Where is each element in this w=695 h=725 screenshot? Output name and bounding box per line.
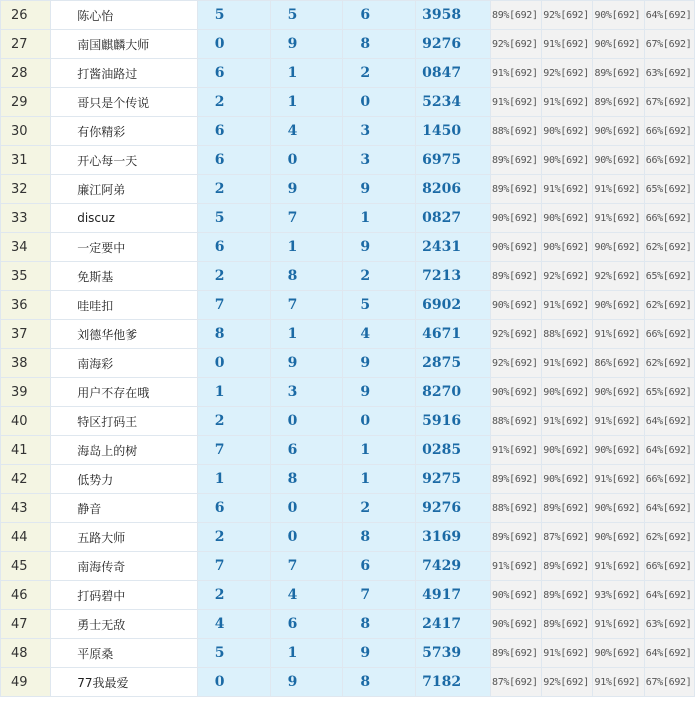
code-cell: 3958: [416, 1, 491, 30]
username-cell: 海岛上的树: [51, 436, 198, 465]
accuracy-3-cell: 86%[692]: [593, 349, 644, 378]
rank-cell: 37: [1, 320, 51, 349]
code-cell: 9276: [416, 30, 491, 59]
code-cell: 2875: [416, 349, 491, 378]
code-cell: 7213: [416, 262, 491, 291]
digit-2-cell: 6: [270, 436, 343, 465]
table-row: [1, 233, 695, 262]
accuracy-4-cell: 66%[692]: [644, 146, 694, 175]
accuracy-4-cell: 63%[692]: [644, 610, 694, 639]
accuracy-4-cell: 64%[692]: [644, 494, 694, 523]
table-row: [1, 378, 695, 407]
digit-2-cell: 1: [270, 639, 343, 668]
accuracy-4-cell: 63%[692]: [644, 59, 694, 88]
digit-1-cell: 1: [197, 465, 270, 494]
code-cell: 0847: [416, 59, 491, 88]
accuracy-3-cell: 89%[692]: [593, 88, 644, 117]
digit-2-cell: 1: [270, 320, 343, 349]
table-row: [1, 349, 695, 378]
rank-cell: 42: [1, 465, 51, 494]
code-cell: 7182: [416, 668, 491, 697]
table-row: [1, 88, 695, 117]
accuracy-1-cell: 89%[692]: [490, 146, 541, 175]
rank-cell: 38: [1, 349, 51, 378]
accuracy-4-cell: 62%[692]: [644, 291, 694, 320]
username-cell: 刘德华他爹: [51, 320, 198, 349]
accuracy-2-cell: 89%[692]: [542, 581, 593, 610]
digit-3-cell: 8: [343, 668, 416, 697]
accuracy-3-cell: 90%[692]: [593, 146, 644, 175]
digit-2-cell: 0: [270, 407, 343, 436]
digit-1-cell: 1: [197, 378, 270, 407]
digit-1-cell: 7: [197, 552, 270, 581]
rank-cell: 36: [1, 291, 51, 320]
rank-cell: 44: [1, 523, 51, 552]
table-row: [1, 465, 695, 494]
digit-2-cell: 9: [270, 175, 343, 204]
username-cell: 勇士无敌: [51, 610, 198, 639]
accuracy-1-cell: 91%[692]: [490, 552, 541, 581]
accuracy-1-cell: 89%[692]: [490, 1, 541, 30]
accuracy-4-cell: 65%[692]: [644, 378, 694, 407]
accuracy-1-cell: 87%[692]: [490, 668, 541, 697]
accuracy-2-cell: 91%[692]: [542, 175, 593, 204]
accuracy-4-cell: 64%[692]: [644, 407, 694, 436]
accuracy-3-cell: 93%[692]: [593, 581, 644, 610]
digit-2-cell: 7: [270, 291, 343, 320]
digit-1-cell: 6: [197, 146, 270, 175]
rank-cell: 39: [1, 378, 51, 407]
accuracy-2-cell: 90%[692]: [542, 117, 593, 146]
digit-2-cell: 1: [270, 88, 343, 117]
digit-1-cell: 2: [197, 262, 270, 291]
digit-2-cell: 0: [270, 494, 343, 523]
digit-1-cell: 0: [197, 30, 270, 59]
rank-cell: 30: [1, 117, 51, 146]
table-row: [1, 552, 695, 581]
table-row: [1, 30, 695, 59]
username-cell: 77我最爱: [51, 668, 198, 697]
digit-3-cell: 2: [343, 59, 416, 88]
table-row: [1, 581, 695, 610]
username-cell: 开心每一天: [51, 146, 198, 175]
rank-cell: 35: [1, 262, 51, 291]
accuracy-4-cell: 66%[692]: [644, 320, 694, 349]
accuracy-1-cell: 89%[692]: [490, 465, 541, 494]
rank-cell: 33: [1, 204, 51, 233]
accuracy-2-cell: 91%[692]: [542, 30, 593, 59]
table-row: [1, 407, 695, 436]
username-cell: 用户不存在哦: [51, 378, 198, 407]
digit-3-cell: 3: [343, 146, 416, 175]
accuracy-1-cell: 89%[692]: [490, 262, 541, 291]
accuracy-4-cell: 64%[692]: [644, 639, 694, 668]
digit-1-cell: 5: [197, 1, 270, 30]
rank-cell: 28: [1, 59, 51, 88]
digit-3-cell: 1: [343, 204, 416, 233]
digit-3-cell: 2: [343, 494, 416, 523]
table-row: [1, 1, 695, 30]
username-cell: 五路大师: [51, 523, 198, 552]
digit-3-cell: 1: [343, 465, 416, 494]
code-cell: 3169: [416, 523, 491, 552]
digit-1-cell: 5: [197, 639, 270, 668]
digit-3-cell: 8: [343, 30, 416, 59]
accuracy-1-cell: 88%[692]: [490, 494, 541, 523]
table-row: [1, 291, 695, 320]
table-row: [1, 320, 695, 349]
accuracy-3-cell: 91%[692]: [593, 610, 644, 639]
accuracy-1-cell: 90%[692]: [490, 610, 541, 639]
digit-1-cell: 2: [197, 175, 270, 204]
digit-3-cell: 7: [343, 581, 416, 610]
accuracy-2-cell: 90%[692]: [542, 146, 593, 175]
accuracy-1-cell: 90%[692]: [490, 581, 541, 610]
username-cell: 南海彩: [51, 349, 198, 378]
table-row: [1, 523, 695, 552]
digit-1-cell: 2: [197, 88, 270, 117]
accuracy-3-cell: 92%[692]: [593, 262, 644, 291]
username-cell: 打码碧中: [51, 581, 198, 610]
rank-cell: 46: [1, 581, 51, 610]
digit-3-cell: 8: [343, 610, 416, 639]
accuracy-2-cell: 91%[692]: [542, 291, 593, 320]
accuracy-3-cell: 90%[692]: [593, 291, 644, 320]
accuracy-4-cell: 67%[692]: [644, 30, 694, 59]
rank-cell: 26: [1, 1, 51, 30]
table-row: [1, 146, 695, 175]
accuracy-3-cell: 91%[692]: [593, 175, 644, 204]
accuracy-3-cell: 90%[692]: [593, 494, 644, 523]
digit-3-cell: 6: [343, 552, 416, 581]
accuracy-2-cell: 87%[692]: [542, 523, 593, 552]
accuracy-1-cell: 92%[692]: [490, 320, 541, 349]
accuracy-1-cell: 92%[692]: [490, 349, 541, 378]
code-cell: 9275: [416, 465, 491, 494]
accuracy-4-cell: 67%[692]: [644, 668, 694, 697]
digit-2-cell: 1: [270, 59, 343, 88]
accuracy-1-cell: 89%[692]: [490, 175, 541, 204]
accuracy-2-cell: 91%[692]: [542, 407, 593, 436]
code-cell: 8270: [416, 378, 491, 407]
table-row: [1, 175, 695, 204]
accuracy-2-cell: 90%[692]: [542, 204, 593, 233]
accuracy-3-cell: 90%[692]: [593, 436, 644, 465]
digit-2-cell: 7: [270, 204, 343, 233]
accuracy-3-cell: 90%[692]: [593, 1, 644, 30]
accuracy-4-cell: 62%[692]: [644, 523, 694, 552]
username-cell: 低势力: [51, 465, 198, 494]
username-cell: 南国麒麟大师: [51, 30, 198, 59]
digit-1-cell: 6: [197, 233, 270, 262]
digit-1-cell: 8: [197, 320, 270, 349]
username-cell: 有你精彩: [51, 117, 198, 146]
table-row: [1, 639, 695, 668]
digit-1-cell: 2: [197, 407, 270, 436]
accuracy-1-cell: 91%[692]: [490, 88, 541, 117]
rank-cell: 49: [1, 668, 51, 697]
accuracy-3-cell: 91%[692]: [593, 465, 644, 494]
rank-cell: 40: [1, 407, 51, 436]
code-cell: 2431: [416, 233, 491, 262]
digit-3-cell: 1: [343, 436, 416, 465]
accuracy-1-cell: 89%[692]: [490, 523, 541, 552]
rank-cell: 47: [1, 610, 51, 639]
accuracy-4-cell: 62%[692]: [644, 349, 694, 378]
rank-cell: 29: [1, 88, 51, 117]
accuracy-4-cell: 66%[692]: [644, 552, 694, 581]
accuracy-1-cell: 91%[692]: [490, 436, 541, 465]
table-row: [1, 59, 695, 88]
accuracy-1-cell: 90%[692]: [490, 378, 541, 407]
digit-2-cell: 4: [270, 117, 343, 146]
digit-2-cell: 9: [270, 349, 343, 378]
username-cell: 静音: [51, 494, 198, 523]
digit-1-cell: 7: [197, 291, 270, 320]
digit-1-cell: 2: [197, 581, 270, 610]
code-cell: 9276: [416, 494, 491, 523]
accuracy-4-cell: 66%[692]: [644, 117, 694, 146]
digit-2-cell: 0: [270, 146, 343, 175]
digit-2-cell: 7: [270, 552, 343, 581]
username-cell: 廉江阿弟: [51, 175, 198, 204]
accuracy-3-cell: 91%[692]: [593, 407, 644, 436]
accuracy-3-cell: 90%[692]: [593, 639, 644, 668]
digit-3-cell: 8: [343, 523, 416, 552]
code-cell: 0827: [416, 204, 491, 233]
accuracy-2-cell: 90%[692]: [542, 465, 593, 494]
accuracy-1-cell: 88%[692]: [490, 407, 541, 436]
digit-3-cell: 5: [343, 291, 416, 320]
code-cell: 2417: [416, 610, 491, 639]
code-cell: 4671: [416, 320, 491, 349]
username-cell: 一定要中: [51, 233, 198, 262]
digit-2-cell: 4: [270, 581, 343, 610]
code-cell: 6902: [416, 291, 491, 320]
code-cell: 7429: [416, 552, 491, 581]
digit-3-cell: 6: [343, 1, 416, 30]
accuracy-4-cell: 64%[692]: [644, 436, 694, 465]
accuracy-4-cell: 65%[692]: [644, 175, 694, 204]
code-cell: 5739: [416, 639, 491, 668]
accuracy-1-cell: 88%[692]: [490, 117, 541, 146]
accuracy-2-cell: 92%[692]: [542, 668, 593, 697]
digit-2-cell: 3: [270, 378, 343, 407]
table-row: [1, 117, 695, 146]
username-cell: 陈心怡: [51, 1, 198, 30]
table-row: [1, 610, 695, 639]
accuracy-1-cell: 90%[692]: [490, 233, 541, 262]
digit-3-cell: 9: [343, 349, 416, 378]
accuracy-2-cell: 92%[692]: [542, 262, 593, 291]
accuracy-4-cell: 67%[692]: [644, 88, 694, 117]
username-cell: discuz: [51, 204, 198, 233]
rank-cell: 32: [1, 175, 51, 204]
accuracy-2-cell: 88%[692]: [542, 320, 593, 349]
accuracy-2-cell: 92%[692]: [542, 59, 593, 88]
digit-3-cell: 4: [343, 320, 416, 349]
accuracy-2-cell: 90%[692]: [542, 233, 593, 262]
digit-2-cell: 0: [270, 523, 343, 552]
accuracy-4-cell: 65%[692]: [644, 262, 694, 291]
digit-2-cell: 8: [270, 262, 343, 291]
accuracy-3-cell: 90%[692]: [593, 378, 644, 407]
digit-1-cell: 0: [197, 349, 270, 378]
username-cell: 哥只是个传说: [51, 88, 198, 117]
accuracy-4-cell: 66%[692]: [644, 465, 694, 494]
code-cell: 5916: [416, 407, 491, 436]
code-cell: 5234: [416, 88, 491, 117]
table-row: [1, 436, 695, 465]
rank-cell: 41: [1, 436, 51, 465]
rank-cell: 27: [1, 30, 51, 59]
code-cell: 6975: [416, 146, 491, 175]
rank-cell: 45: [1, 552, 51, 581]
username-cell: 特区打码王: [51, 407, 198, 436]
accuracy-3-cell: 91%[692]: [593, 552, 644, 581]
table-row: [1, 494, 695, 523]
accuracy-4-cell: 64%[692]: [644, 1, 694, 30]
accuracy-3-cell: 91%[692]: [593, 668, 644, 697]
table-row: [1, 262, 695, 291]
digit-2-cell: 5: [270, 1, 343, 30]
digit-2-cell: 6: [270, 610, 343, 639]
rank-cell: 34: [1, 233, 51, 262]
table-row: [1, 668, 695, 697]
accuracy-2-cell: 89%[692]: [542, 610, 593, 639]
rank-cell: 43: [1, 494, 51, 523]
accuracy-2-cell: 90%[692]: [542, 378, 593, 407]
digit-1-cell: 2: [197, 523, 270, 552]
accuracy-2-cell: 91%[692]: [542, 349, 593, 378]
accuracy-4-cell: 66%[692]: [644, 204, 694, 233]
digit-2-cell: 9: [270, 30, 343, 59]
digit-1-cell: 6: [197, 59, 270, 88]
digit-3-cell: 0: [343, 407, 416, 436]
accuracy-3-cell: 90%[692]: [593, 233, 644, 262]
username-cell: 南海传奇: [51, 552, 198, 581]
accuracy-2-cell: 91%[692]: [542, 639, 593, 668]
code-cell: 4917: [416, 581, 491, 610]
username-cell: 免斯基: [51, 262, 198, 291]
accuracy-3-cell: 90%[692]: [593, 117, 644, 146]
accuracy-1-cell: 92%[692]: [490, 30, 541, 59]
rank-cell: 31: [1, 146, 51, 175]
accuracy-2-cell: 91%[692]: [542, 88, 593, 117]
accuracy-3-cell: 91%[692]: [593, 204, 644, 233]
username-cell: 哇哇扣: [51, 291, 198, 320]
username-cell: 打酱油路过: [51, 59, 198, 88]
table-row: [1, 204, 695, 233]
accuracy-2-cell: 92%[692]: [542, 1, 593, 30]
accuracy-1-cell: 90%[692]: [490, 291, 541, 320]
accuracy-4-cell: 62%[692]: [644, 233, 694, 262]
accuracy-2-cell: 89%[692]: [542, 552, 593, 581]
accuracy-3-cell: 90%[692]: [593, 30, 644, 59]
digit-2-cell: 9: [270, 668, 343, 697]
digit-2-cell: 1: [270, 233, 343, 262]
accuracy-3-cell: 90%[692]: [593, 523, 644, 552]
code-cell: 0285: [416, 436, 491, 465]
digit-3-cell: 9: [343, 175, 416, 204]
rank-cell: 48: [1, 639, 51, 668]
table-body: [1, 1, 695, 697]
accuracy-3-cell: 89%[692]: [593, 59, 644, 88]
code-cell: 8206: [416, 175, 491, 204]
digit-3-cell: 2: [343, 262, 416, 291]
digit-3-cell: 3: [343, 117, 416, 146]
accuracy-2-cell: 89%[692]: [542, 494, 593, 523]
digit-1-cell: 4: [197, 610, 270, 639]
accuracy-1-cell: 91%[692]: [490, 59, 541, 88]
digit-1-cell: 5: [197, 204, 270, 233]
accuracy-2-cell: 90%[692]: [542, 436, 593, 465]
code-cell: 1450: [416, 117, 491, 146]
accuracy-1-cell: 90%[692]: [490, 204, 541, 233]
digit-3-cell: 9: [343, 233, 416, 262]
digit-1-cell: 6: [197, 494, 270, 523]
digit-1-cell: 0: [197, 668, 270, 697]
digit-1-cell: 7: [197, 436, 270, 465]
digit-3-cell: 0: [343, 88, 416, 117]
accuracy-4-cell: 64%[692]: [644, 581, 694, 610]
digit-3-cell: 9: [343, 378, 416, 407]
accuracy-1-cell: 89%[692]: [490, 639, 541, 668]
digit-1-cell: 6: [197, 117, 270, 146]
digit-3-cell: 9: [343, 639, 416, 668]
username-cell: 平原桑: [51, 639, 198, 668]
accuracy-3-cell: 91%[692]: [593, 320, 644, 349]
digit-2-cell: 8: [270, 465, 343, 494]
